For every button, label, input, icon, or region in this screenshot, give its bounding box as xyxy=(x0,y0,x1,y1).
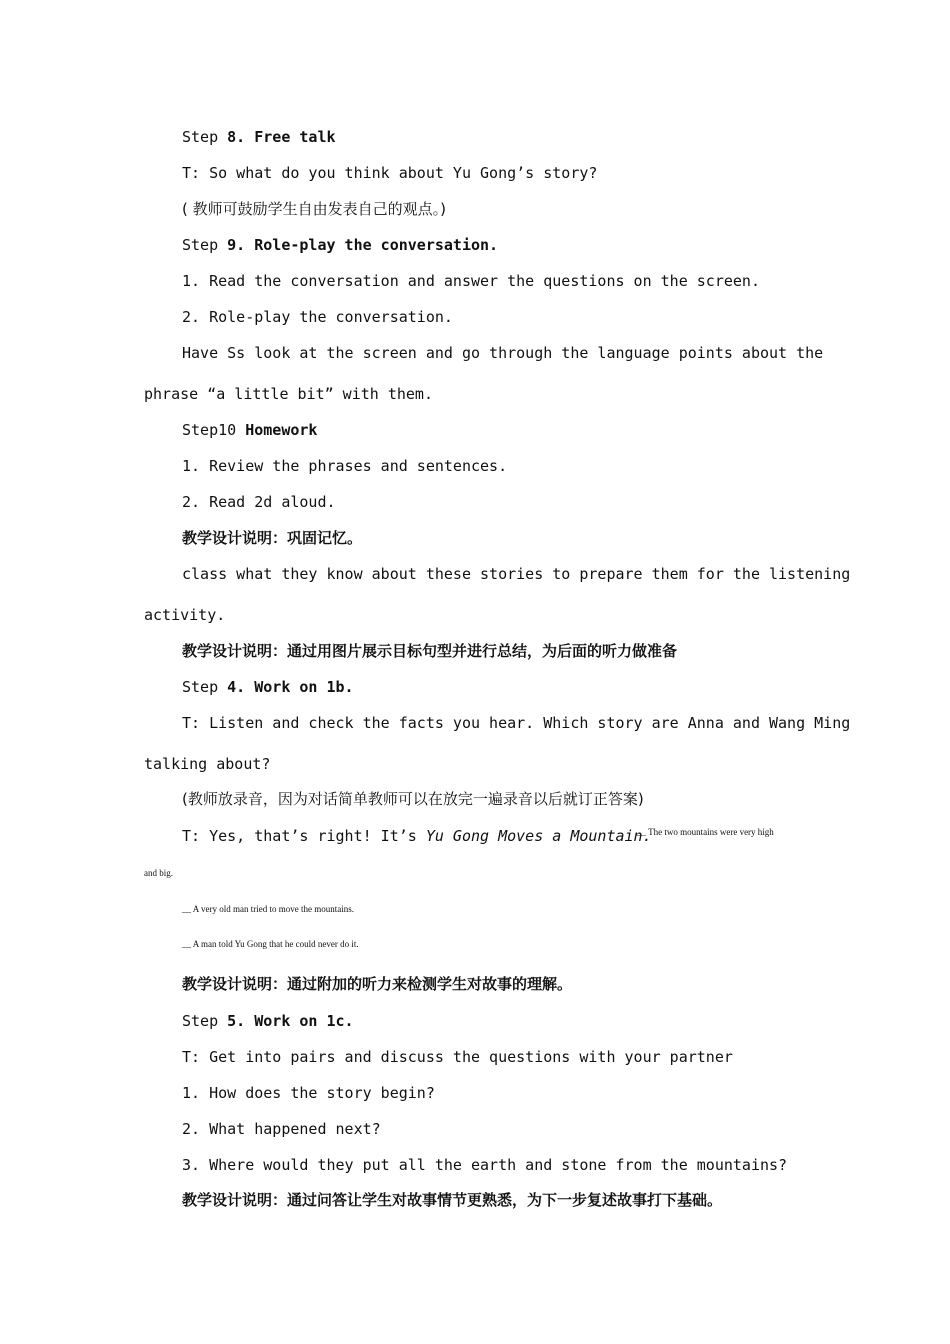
step-5-heading xyxy=(182,1011,354,1031)
fact-1-line-1: __ The two mountains were very high xyxy=(637,827,774,837)
step-4-heading xyxy=(182,677,354,697)
step-5-question-1: 1. How does the story begin? xyxy=(182,1084,435,1102)
step-8-teacher-note: ( 教师可鼓励学生自由发表自己的观点。) xyxy=(182,200,446,218)
step-5-intro: T: Get into pairs and discuss the questions with your partner xyxy=(182,1048,733,1066)
design-note-2: 教学设计说明：通过用图片展示目标句型并进行总结，为后面的听力做准备 xyxy=(182,642,678,660)
design-note-3: 教学设计说明：通过附加的听力来检测学生对故事的理解。 xyxy=(182,975,573,993)
step-9-item-1: 1. Read the conversation and answer the questions on the screen. xyxy=(182,272,760,290)
step-label: Step xyxy=(182,236,228,254)
step-9-paragraph-line-1: Have Ss look at the screen and go through the language points about the xyxy=(182,344,824,362)
design-note-1: 教学设计说明：巩固记忆。 xyxy=(182,529,363,547)
step-5-question-3: 3. Where would they put all the earth and stone from the mountains? xyxy=(182,1156,788,1174)
step-5-question-2: 2. What happened next? xyxy=(182,1120,381,1138)
step-10-item-1: 1. Review the phrases and sentences. xyxy=(182,457,508,475)
step-4-answer xyxy=(182,826,652,846)
class-paragraph-line-2: activity. xyxy=(144,606,226,624)
class-paragraph-line-1: class what they know about these stories to prepare them for the listening xyxy=(182,565,851,583)
step-title: 5. Work on 1c. xyxy=(227,1012,354,1030)
step-label: Step xyxy=(182,128,228,146)
fact-2: __ A very old man tried to move the mountains. xyxy=(182,904,354,914)
step-8-heading xyxy=(182,127,336,147)
step-label: Step xyxy=(182,678,228,696)
step-9-item-2: 2. Role-play the conversation. xyxy=(182,308,453,326)
step-title: Homework xyxy=(245,421,318,439)
step-title: 8. Free talk xyxy=(227,128,336,146)
step-title: 9. Role-play the conversation. xyxy=(227,236,499,254)
step-9-paragraph-line-2: phrase “a little bit” with them. xyxy=(144,385,433,403)
step-8-question: T: So what do you think about Yu Gong’s story? xyxy=(182,164,598,182)
step-4-paragraph-line-1: T: Listen and check the facts you hear. Which story are Anna and Wang Ming xyxy=(182,714,851,732)
step-10-item-2: 2. Read 2d aloud. xyxy=(182,493,336,511)
step-9-heading xyxy=(182,235,498,255)
story-title: Yu Gong Moves a Mountain. xyxy=(425,827,652,845)
step-4-teacher-note: (教师放录音，因为对话简单教师可以在放完一遍录音以后就订正答案) xyxy=(182,790,644,808)
step-label: Step10 xyxy=(182,421,246,439)
design-note-4: 教学设计说明：通过问答让学生对故事情节更熟悉，为下一步复述故事打下基础。 xyxy=(182,1191,723,1209)
fact-1-line-2: and big. xyxy=(144,868,173,878)
step-4-paragraph-line-2: talking about? xyxy=(144,755,271,773)
answer-prefix: T: Yes, that’s right! It’s xyxy=(182,827,426,845)
step-title: 4. Work on 1b. xyxy=(227,678,354,696)
step-10-heading xyxy=(182,420,317,440)
fact-3: __ A man told Yu Gong that he could never do it. xyxy=(182,939,359,949)
step-label: Step xyxy=(182,1012,228,1030)
